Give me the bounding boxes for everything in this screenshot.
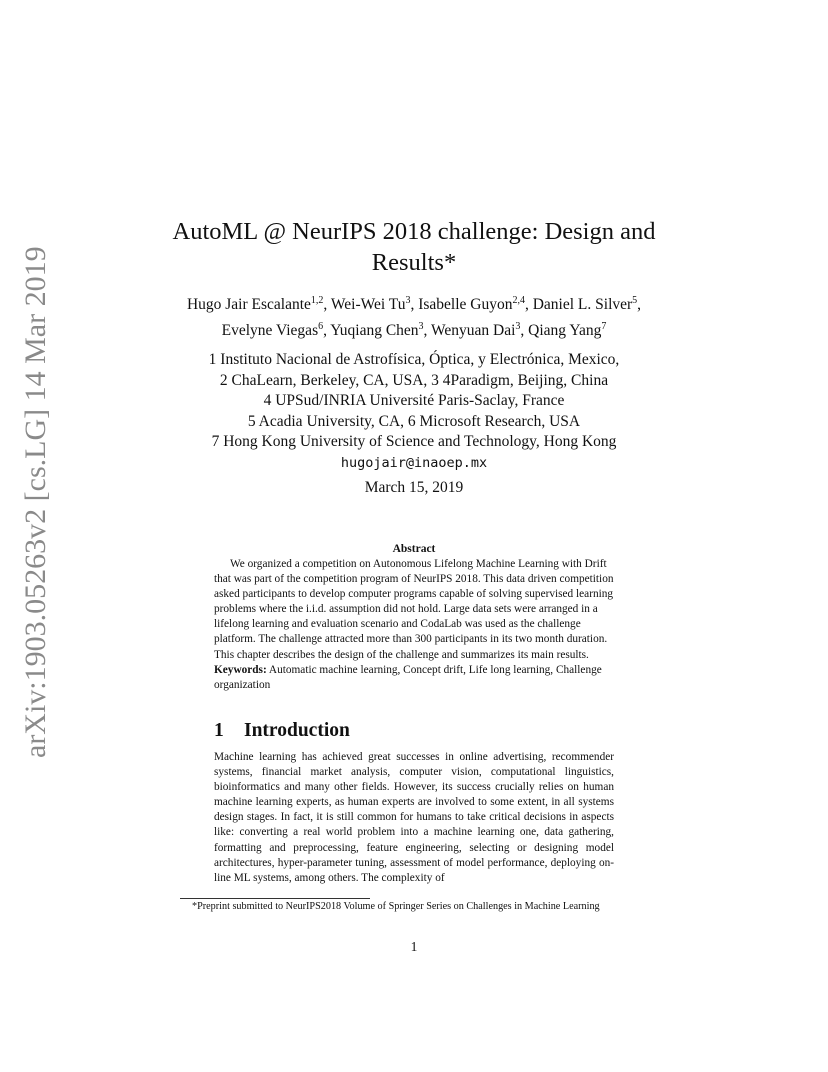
- contact-email: hugojair@inaoep.mx: [340, 454, 488, 471]
- introduction-paragraph: Machine learning has achieved great successes in online advertising, recommender systems, financial market analysis, computer vision, computational linguistics, bioinformatics and many other fields. However, its success crucially relies on human machine learning experts, as human experts are involved to some extent, in all systems design stages. In fact, it is still common for humans to take critical decisions in aspects like: converting a real world problem into a machine learning one, data gathering, formatting and preprocessing, feature engineering, selecting or designing model architectures, hyper-parameter tuning, assessment of model performance, deploying on-line ML systems, among others. The complexity of: [214, 751, 614, 884]
- author-affiliation-mark: 3: [418, 321, 424, 333]
- affiliation-block: [150, 350, 678, 473]
- affiliation-line: 5 Acadia University, CA, 6 Microsoft Research, USA: [247, 412, 581, 430]
- author-affiliation-mark: 5: [632, 295, 638, 306]
- abstract-body: [214, 557, 614, 693]
- author-affiliation-mark: 3: [515, 321, 521, 333]
- author-name: , Wenyuan Dai: [423, 322, 516, 340]
- affiliation-line: 4 UPSud/INRIA Université Paris-Saclay, France: [263, 392, 565, 409]
- section-heading: [214, 718, 614, 744]
- abstract-heading: Abstract: [392, 543, 436, 555]
- keywords-text: Automatic machine learning, Concept drift, Life long learning, Challenge organization: [214, 663, 602, 691]
- abstract-text: We organized a competition on Autonomous Lifelong Machine Learning with Drift that was part of the competition program of NeurIPS 2018. This data driven competition asked participants to develop computer programs capable of solving supervised learning problems where the i.i.d. assumption did not hold. Large data sets were arranged in a lifelong learning and evaluation scenario and CodaLab was used as the challenge platform. The challenge attracted more than 300 participants in its two month duration. This chapter describes the design of the challenge and summarizes its main results.: [214, 558, 614, 661]
- author-name: Evelyne Viegas: [221, 322, 319, 340]
- author-affiliation-mark: 3: [405, 295, 411, 306]
- author-affiliation-mark: 1,2: [310, 295, 324, 306]
- author-name: , Qiang Yang: [520, 322, 602, 340]
- author-name: , Wei-Wei Tu: [323, 296, 406, 314]
- affiliation-line: 2 ChaLearn, Berkeley, CA, USA, 3 4Paradigm, Beijing, China: [219, 371, 609, 389]
- affiliation-line: 7 Hong Kong University of Science and Technology, Hong Kong: [211, 433, 617, 450]
- publication-date: March 15, 2019: [364, 479, 464, 496]
- affiliation-line: 1 Instituto Nacional de Astrofísica, Óptica, y Electrónica, Mexico,: [208, 351, 620, 368]
- footnote: *Preprint submitted to NeurIPS2018 Volume of Springer Series on Challenges in Machine Learning: [192, 901, 600, 912]
- author-name: , Isabelle Guyon: [410, 296, 513, 314]
- author-affiliation-mark: 2,4: [512, 295, 525, 306]
- author-name: Hugo Jair Escalante: [186, 296, 311, 314]
- author-name: , Daniel L. Silver: [524, 296, 633, 314]
- arxiv-identifier-stamp: arXiv:1903.05263v2 [cs.LG] 14 Mar 2019: [19, 246, 52, 758]
- keywords-label: Keywords:: [214, 663, 267, 676]
- author-affiliation-mark: 7: [601, 321, 607, 333]
- section-title: Introduction: [244, 720, 350, 741]
- paper-title: AutoML @ NeurIPS 2018 challenge: Design and Results*: [172, 218, 656, 276]
- author-name: , Yuqiang Chen: [323, 322, 419, 340]
- section-number: 1: [214, 720, 224, 741]
- footnote-divider: [180, 898, 370, 899]
- page-number: 1: [410, 939, 418, 954]
- author-list: Hugo Jair Escalante$^{1,2}$, Wei-Wei Tu$^3$, Isabelle Guyon$^{2,4}$, Daniel L. Silver$^5$, Evelyne Viegas$^6$, Yuqiang Chen$^3$, Wenyuan Dai$^3$, Qiang Yang$^7$: [186, 295, 642, 340]
- author-affiliation-mark: 6: [318, 321, 324, 333]
